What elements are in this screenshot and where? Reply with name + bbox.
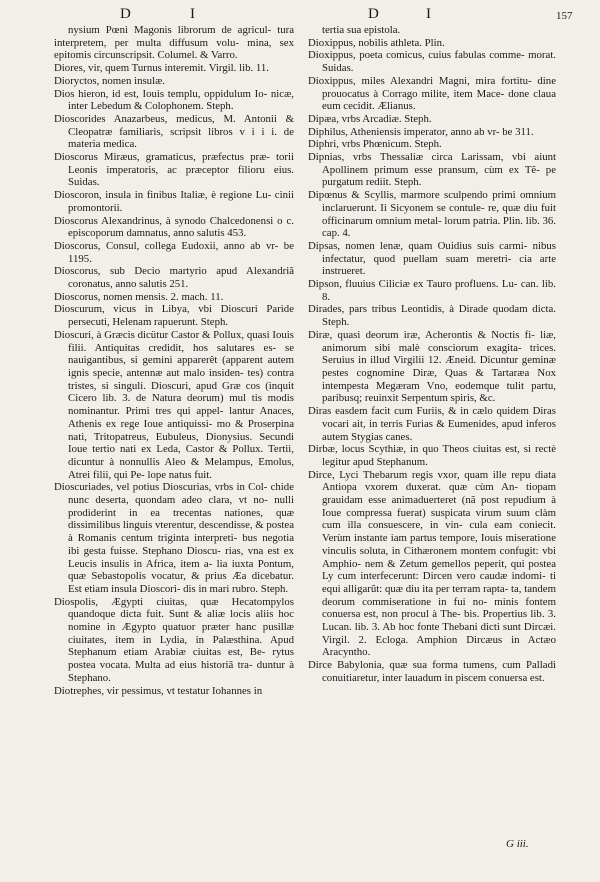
dictionary-entry: Dioxippus, nobilis athleta. Plin. [308,36,445,49]
dictionary-entry: Dioscorus, nomen mensis. 2. mach. 11. [54,290,224,303]
dictionary-entry: Dipson, fluuius Ciliciæ ex Tauro profluens. Lu- can. lib. 8. [308,278,556,303]
page-number: 157 [556,10,573,22]
left-column [54,24,294,697]
dictionary-entry: Diotrephes, vir pessimus, vt testatur Iohannes in [54,684,263,697]
dictionary-entry: nysium Pœni Magonis librorum de agricul- tura interpretem, per multa diffusum volu- mina, sex epitomis circunscripsit. Columel. & Varro. [54,24,294,62]
dictionary-entry: Dioscurum, vicus in Libya, vbi Dioscuri Paride persecuti, Helenam rapuerunt. Steph. [54,303,294,329]
dictionary-entry: Diospolis, Ægypti ciuitas, quæ Hecatompylos quandoque dicta fuit. Sunt & aliæ locis aliis hoc nomine in Ægypto quatuor præter hanc pusillæ ciuitates, item in Lydia, in Palæsthina. Apud Stephanum etiam Arabiæ ciuitas est, Be- rytus postea vocata. Multa ad eius historiã tra- duntur à Stephano. [54,595,294,684]
dictionary-entry: Dirce, Lyci Thebarum regis vxor, quam ille repu diata Antiopa vxorem duxerat. quæ cùm An- tiopam grauidam esse animaduerteret (nã post repudium à Ioue compressa fuerat) suspicata virum suum clàm cum illa consuescere, in vin- cula eam coniecit. Verùm instante iam partus tempore, Iouis miseratione vinculis soluta, in Cithæronem montem confugit: vbi Amphio- nem & Zetum gemellos peperit, qui postea Ly cum interfecerunt: Dircen vero caudæ indomi- ti equi alligarũt: quæ diu ita per terram rapta- ta, tandem deorum commiseratione in fui no- minis fontem conuersa est, non procul à The- bis. Propertius lib. 3. Lucan. lib. 3. Ab hoc fonte Thebani dicti sunt Dircæi. Virgil. 2. Ecloga. Amphion Dircæus in Actæo Aracyntho. [308,468,556,659]
dictionary-entry: Dioscorus Alexandrinus, à synodo Chalcedonensi o c. episcoporum damnatus, anno salutis 453. [54,214,294,240]
running-header [0,4,600,26]
dictionary-entry: Dioscoron, insula in finibus Italiæ, è regione Lu- cinii promontorii. [54,189,294,214]
dictionary-entry: Dioryctos, nomen insulæ. [54,74,165,87]
header-letter: D [120,6,137,22]
dictionary-entry: Diras easdem facit cum Furiis, & in cælo quidem Diras vocari ait, in terris Furias & Eumenides, apud inferos autem Stygias canes. [308,405,556,443]
dictionary-entry: Dioxippus, miles Alexandri Magni, mira fortitu- dine prouocatus à Corrago milite, item Mace- done claua eum cecidit. Ælianus. [308,74,556,113]
dictionary-entry: Dirades, pars tribus Leontidis, à Dirade quodam dicta. Steph. [308,303,556,329]
dictionary-entry: Diphri, vrbs Phœnicum. Steph. [308,138,442,151]
dictionary-entry: Dipsas, nomen lenæ, quam Ouidius suis carmi- nibus infectatur, quod puellam suam meretri- cia arte instrueret. [308,239,556,278]
dictionary-entry: Dirbæ, locus Scythiæ, in quo Theos ciuitas est, si rectè legitur apud Stephanum. [308,443,556,468]
header-letter: I [426,6,437,22]
dictionary-entry: Dios hieron, id est, Iouis templu, oppidulum Io- nicæ, inter Lebedum & Colophonem. Steph. [54,87,294,113]
dictionary-entry: Dipœnus & Scyllis, marmore sculpendo primi omnium inclaruerunt. Ii Sicyonem se contule- re, quæ diu fuit officinarum omnium metal- lorum patria. Plin. lib. 36. cap. 4. [308,189,556,240]
dictionary-entry: Diphilus, Atheniensis imperator, anno ab vr- be 311. [308,125,534,138]
dictionary-entry: Dioscuri, à Græcis dicütur Castor & Pollux, quasi Iouis filii. Antiquitas credidit, hos salutares es- se nauigantibus, si gemini apparerêt (apparent autem ignis specie, antennæ aut malo insiden- tes) contra tristes, si singuli. Dioscuri, apud Græ cos (inquit Cicero lib. 3. de Natura deorum) mul tis modis nominantur. Primi tres qui appel- lantur Anaces, Athenis ex rege Ioue antiquissi- mo & Proserpina nati, Tritopatreus, Eubuleus, Dionysius. Secundi Ioue tertio nati ex Leda, Castor & Pollux. Tertii, dicuntur à nonnullis Aleo & Melampus, Emolus, Atrei filii, qui Pe- lope natus fuit. [54,328,294,481]
dictionary-entry: tertia sua epistola. [322,24,401,36]
dictionary-entry: Dirce Babylonia, quæ sua forma tumens, cum Palladi conuitiaretur, inter lauadum in piscem conuersa est. [308,659,556,684]
dictionary-entry: Dioscorus Miræus, gramaticus, præfectus præ- torii Leonis imperatoris, ac præceptor filioru eius. Suidas. [54,151,294,189]
dictionary-entry: Dioscorus, sub Decio martyrio apud Alexandriã coronatus, anno salutis 251. [54,265,294,291]
right-column [308,24,556,685]
dictionary-entry: Dioscorides Anazarbeus, medicus, M. Antonii & Cleopatræ familiaris, scripsit libros v i i i. de materia medica. [54,112,294,151]
dictionary-entry: Dioscorus, Consul, collega Eudoxii, anno ab vr- be 1195. [54,239,294,265]
dictionary-entry: Dipæa, vrbs Arcadiæ. Steph. [308,112,432,125]
dictionary-entry: Dipnias, vrbs Thessaliæ circa Larissam, vbi aiunt Apollinem primum esse pransum, cùm ex Tẽ- pe purgatum rediit. Steph. [308,151,556,189]
dictionary-entry: Diræ, quasi deorum iræ, Acherontis & Noctis fi- liæ, animorum sibi malè consciorum exagita- trices. Seruius in illud Virgilii 12. Æneid. Dicuntur geminæ pestes cognomine Diræ, Quas & Tartaræa Nox intempesta Megæram Vno, eodemque tulit partu, paribusq; reuinxit Serpentum spiris, &c. [308,328,556,405]
dictionary-entry: Dioxippus, poeta comicus, cuius fabulas comme- morat. Suidas. [308,49,556,75]
header-letter: D [368,6,385,22]
dictionary-entry: Diores, vir, quem Turnus interemit. Virgil. lib. 11. [54,62,269,75]
header-letter: I [190,6,201,22]
dictionary-entry: Dioscuriades, vel potius Dioscurias, vrbs in Col- chide nunc deserta, quondam adeo clara, vt no- nulli prodiderint in ea trecentas nationes, quæ dissimilibus linguis vterentur, descendisse, & postea à Romanis centum triginta interpreti- bus negotia ibi gesta fuisse. Stephano Dioscu- rias, vna est ex Leucis insulis in Africa, item a- lia iuxta Pontum, quæ Sebastopolis vocatur, & prius Æa dicebatur. Est etiam insula Dioscori- dis in mari rubro. Steph. [54,481,294,595]
signature-mark: G iii. [506,838,529,850]
